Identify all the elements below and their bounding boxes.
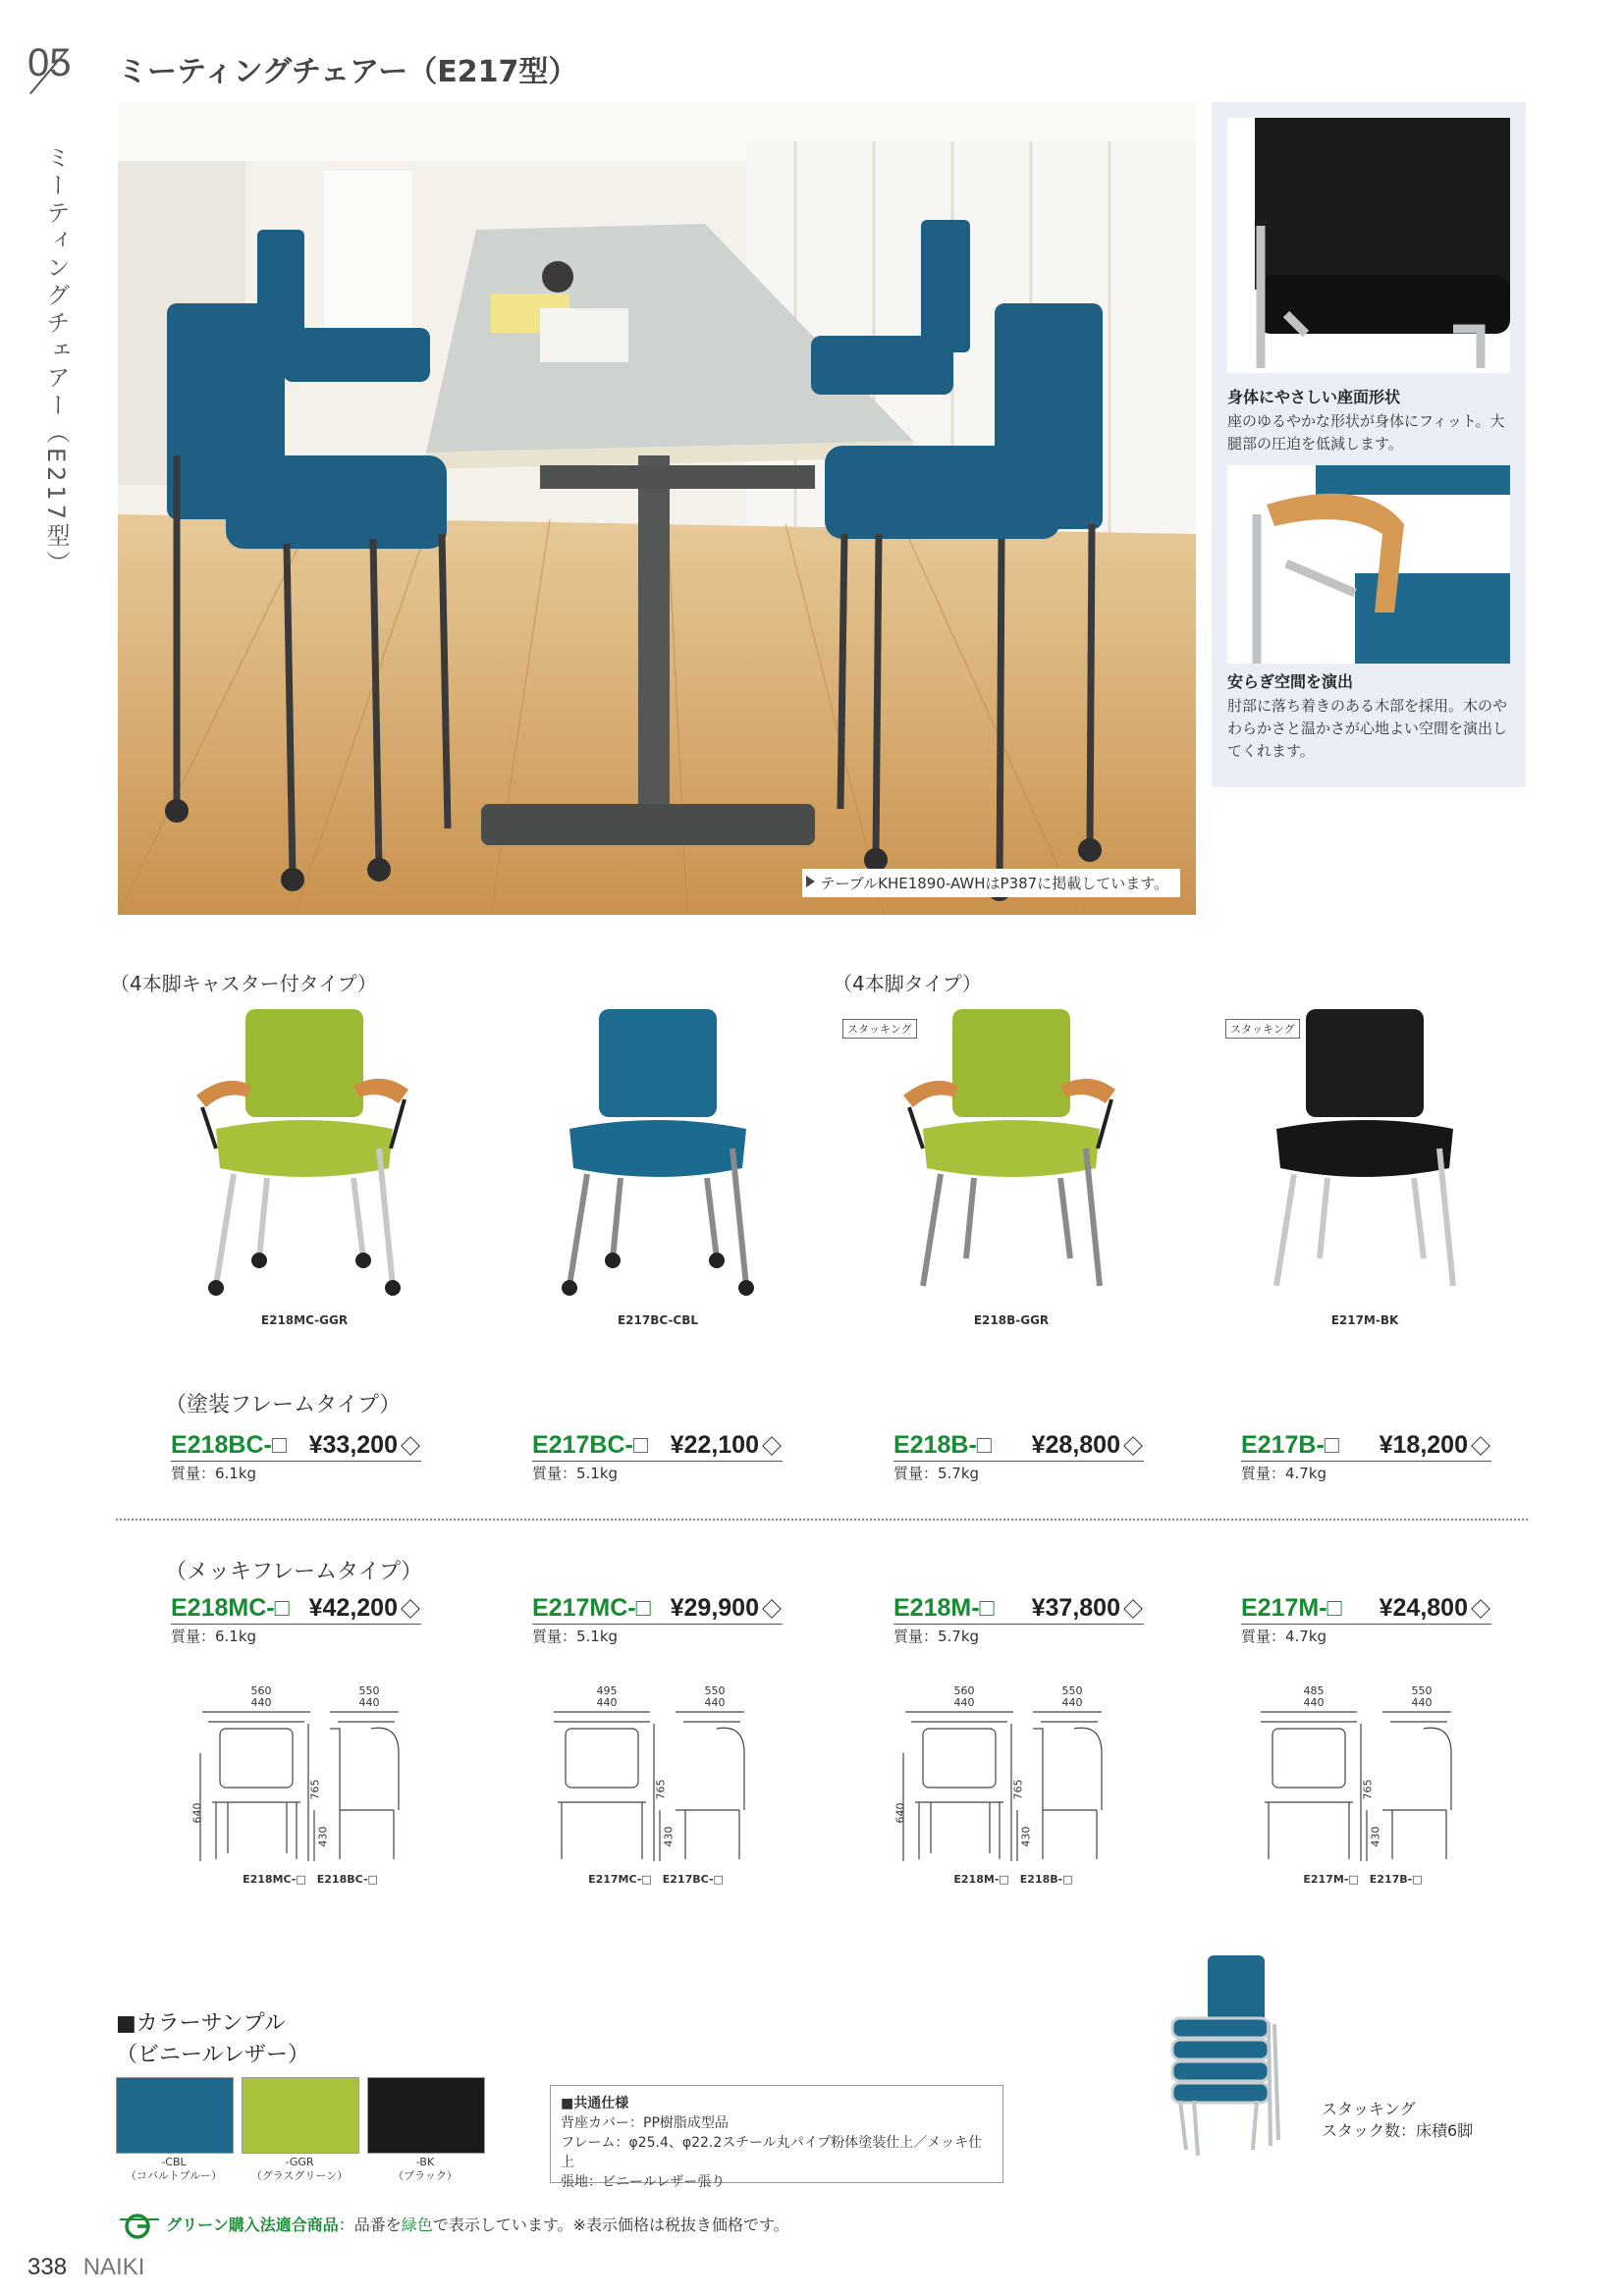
dimension-caption: E217M-□ E217B-□ (1303, 1873, 1423, 1886)
common-spec-box (550, 2085, 1003, 2190)
chair-back (599, 1009, 717, 1117)
meeting-room-illustration (118, 102, 1196, 915)
product-code: E217M-□ (1241, 1594, 1342, 1622)
feature-title-arm: 安らぎ空間を演出 (1227, 672, 1354, 691)
feature-photo-seat (1227, 118, 1510, 373)
product-weight: 質量：4.7kg (1241, 1465, 1327, 1482)
dimension-value: 550 (1061, 1684, 1083, 1697)
armrest-closeup-illustration (1227, 465, 1510, 664)
product-code: E218MC-GGR (260, 1313, 349, 1327)
swatch-code: -GGR (285, 2156, 314, 2168)
section-number: 05 (27, 41, 72, 84)
seat-closeup-illustration (1227, 118, 1510, 373)
dimension-value: 765 (1011, 1779, 1025, 1800)
product-image-4 (1218, 1001, 1512, 1335)
dimension-value: 640 (893, 1802, 907, 1824)
dimension-value: 430 (316, 1826, 330, 1847)
product-price: ¥28,800 (1031, 1431, 1120, 1459)
price-row (532, 1594, 783, 1625)
product-code: E217B-□ (1241, 1431, 1339, 1459)
feature-text-seat: 座のゆるやかな形状が身体にフィット。大腿部の圧迫を低減します。 (1227, 412, 1505, 453)
product-code: E218MC-□ (171, 1594, 290, 1622)
product-code: E217BC-□ (532, 1431, 648, 1459)
dimension-value: 550 (1411, 1684, 1433, 1697)
diamond-icon (401, 1436, 420, 1456)
frame-label-painted: （塗装フレームタイプ） (165, 1393, 402, 1417)
stacking-image (1159, 1953, 1296, 2160)
price-row (893, 1431, 1144, 1462)
dimension-value: 485 (1303, 1684, 1325, 1697)
diamond-icon (401, 1599, 420, 1619)
section-vertical-title: ミーティングチェアー（E217型） (42, 145, 70, 578)
green-text-a: ：品番を (338, 2216, 402, 2234)
dimension-value: 440 (1411, 1696, 1433, 1709)
product-weight: 質量：5.1kg (532, 1628, 619, 1645)
dimension-value: 440 (250, 1696, 272, 1709)
price-row (1241, 1431, 1491, 1462)
dimension-drawing-3 (895, 1684, 1131, 1891)
frame-label-plated: （メッキフレームタイプ） (165, 1560, 423, 1584)
caster-wheel (208, 1280, 224, 1296)
product-code: E218M-□ (893, 1594, 995, 1622)
dimension-value: 440 (358, 1696, 380, 1709)
green-word: 緑色 (401, 2216, 433, 2234)
price-row (532, 1431, 783, 1462)
chair-back (952, 1009, 1070, 1117)
product-image-1 (157, 1001, 452, 1335)
color-sample-subtitle: （ビニールレザー） (116, 2043, 310, 2067)
spec-line: フレーム：φ25.4、φ22.2スチール丸パイプ粉体塗装仕上／メッキ仕上 (561, 2135, 983, 2170)
color-swatch-ggr (242, 2077, 359, 2154)
swatch-name: （コバルトブルー） (125, 2169, 223, 2182)
stacking-label: スタッキング (1322, 2100, 1416, 2118)
green-text-b: で表示しています。※表示価格は税抜き価格です。 (432, 2216, 789, 2234)
stacking-tag-2: スタッキング (1225, 1019, 1300, 1039)
dimension-value: 560 (250, 1684, 272, 1697)
dimension-value: 765 (654, 1779, 668, 1800)
section-divider-dotted (116, 1519, 1528, 1521)
swatch-code: -CBL (161, 2156, 187, 2168)
dimension-value: 765 (308, 1779, 322, 1800)
green-label: グリーン購入法適合商品 (166, 2216, 339, 2234)
product-image-2 (511, 1001, 805, 1335)
dimension-value: 560 (953, 1684, 975, 1697)
dimension-value: 430 (1369, 1826, 1382, 1847)
feature-panel (1212, 102, 1526, 787)
dimension-caption: E218MC-□ E218BC-□ (243, 1873, 378, 1886)
green-purchase-note (118, 2213, 789, 2239)
feature-photo-arm (1227, 465, 1510, 664)
color-swatch-bk (367, 2077, 485, 2154)
left-armrest (196, 1081, 251, 1107)
dimension-caption: E217MC-□ E217BC-□ (588, 1873, 724, 1886)
dimension-drawing-1 (192, 1684, 428, 1891)
dimension-value: 440 (596, 1696, 618, 1709)
chair-seat (216, 1120, 393, 1177)
dimension-value: 430 (662, 1826, 676, 1847)
chair-seat (923, 1120, 1100, 1177)
product-weight: 質量：5.7kg (893, 1628, 980, 1645)
product-price: ¥42,200 (308, 1594, 398, 1622)
diamond-icon (762, 1599, 782, 1619)
dimension-value: 550 (358, 1684, 380, 1697)
swatch-code: -BK (415, 2156, 435, 2168)
product-price: ¥22,100 (670, 1431, 759, 1459)
page-title: ミーティングチェアー（E217型） (118, 55, 578, 89)
chair-back (1306, 1009, 1424, 1117)
price-row (171, 1594, 421, 1625)
dimension-value: 440 (704, 1696, 726, 1709)
dimension-drawing-2 (538, 1684, 774, 1891)
hero-photo (118, 102, 1196, 915)
dimension-value: 440 (953, 1696, 975, 1709)
product-image-3 (864, 1001, 1159, 1335)
diamond-icon (1471, 1599, 1490, 1619)
chair-back (245, 1009, 363, 1117)
chair-illustration (864, 1001, 1159, 1335)
product-code: E218B-□ (893, 1431, 992, 1459)
product-weight: 質量：5.7kg (893, 1465, 980, 1482)
feature-text-arm: 肘部に落ち着きのある木部を採用。木のやわらかさと温かさが心地よい空間を演出してくれます。 (1227, 697, 1508, 760)
type-label-legs: （4本脚タイプ） (833, 972, 982, 995)
diamond-icon (762, 1436, 782, 1456)
diamond-icon (1123, 1599, 1143, 1619)
page-footer (27, 2254, 144, 2281)
page-number: 338 (27, 2254, 68, 2280)
dimension-value: 640 (190, 1802, 204, 1824)
product-price: ¥37,800 (1031, 1594, 1120, 1622)
dimension-caption: E218M-□ E218B-□ (953, 1873, 1073, 1886)
dimension-value: 765 (1361, 1779, 1375, 1800)
product-price: ¥29,900 (670, 1594, 759, 1622)
swatch-name: （グラスグリーン） (250, 2169, 349, 2182)
product-price: ¥18,200 (1379, 1431, 1468, 1459)
product-price: ¥33,200 (308, 1431, 398, 1459)
chair-illustration (1218, 1001, 1512, 1335)
product-code: E217M-BK (1330, 1313, 1399, 1327)
feature-title-seat: 身体にやさしい座面形状 (1227, 388, 1401, 406)
chair-illustration (157, 1001, 452, 1335)
stacking-count: スタック数：床積6脚 (1322, 2121, 1474, 2140)
caster-wheel (709, 1253, 725, 1268)
dimension-value: 440 (1061, 1696, 1083, 1709)
spec-line: 背座カバー：PP樹脂成型品 (561, 2115, 729, 2131)
product-price: ¥24,800 (1379, 1594, 1468, 1622)
type-label-caster: （4本脚キャスター付タイプ） (110, 972, 377, 995)
dimension-value: 430 (1019, 1826, 1033, 1847)
color-sample-title: ■カラーサンプル (116, 2011, 286, 2036)
swatch-name: （ブラック） (393, 2169, 458, 2182)
stacking-tag-1: スタッキング (842, 1019, 917, 1039)
price-row (171, 1431, 421, 1462)
hero-caption: テーブルKHE1890-AWHはP387に掲載しています。 (802, 869, 1180, 897)
stacked-chairs-illustration (1159, 1953, 1296, 2160)
dimension-drawing-4 (1245, 1684, 1481, 1891)
chair-seat (569, 1120, 746, 1177)
caster-wheel (738, 1280, 754, 1296)
diamond-icon (1123, 1436, 1143, 1456)
caster-wheel (355, 1253, 371, 1268)
product-weight: 質量：6.1kg (171, 1628, 257, 1645)
chair-illustration (511, 1001, 805, 1335)
diamond-icon (1471, 1436, 1490, 1456)
caster-wheel (562, 1280, 577, 1296)
product-code: E218BC-□ (171, 1431, 287, 1459)
product-code: E217MC-□ (532, 1594, 651, 1622)
caster-wheel (251, 1253, 267, 1268)
spec-line: 張地：ビニールレザー張り (561, 2174, 726, 2190)
product-weight: 質量：6.1kg (171, 1465, 257, 1482)
product-code: E217BC-CBL (617, 1313, 699, 1327)
brand-name: NAIKI (82, 2254, 145, 2280)
dimension-value: 495 (596, 1684, 618, 1697)
left-armrest (903, 1081, 958, 1107)
caster-wheel (605, 1253, 621, 1268)
dimension-value: 440 (1303, 1696, 1325, 1709)
chair-seat (1276, 1120, 1453, 1177)
green-mark-icon (118, 2214, 161, 2239)
product-code: E218B-GGR (973, 1313, 1050, 1327)
caster-wheel (385, 1280, 401, 1296)
spec-title: ■共通仕様 (561, 2096, 629, 2111)
price-row (1241, 1594, 1491, 1625)
product-weight: 質量：4.7kg (1241, 1628, 1327, 1645)
dimension-value: 550 (704, 1684, 726, 1697)
product-weight: 質量：5.1kg (532, 1465, 619, 1482)
price-row (893, 1594, 1144, 1625)
color-swatch-cbl (116, 2077, 234, 2154)
